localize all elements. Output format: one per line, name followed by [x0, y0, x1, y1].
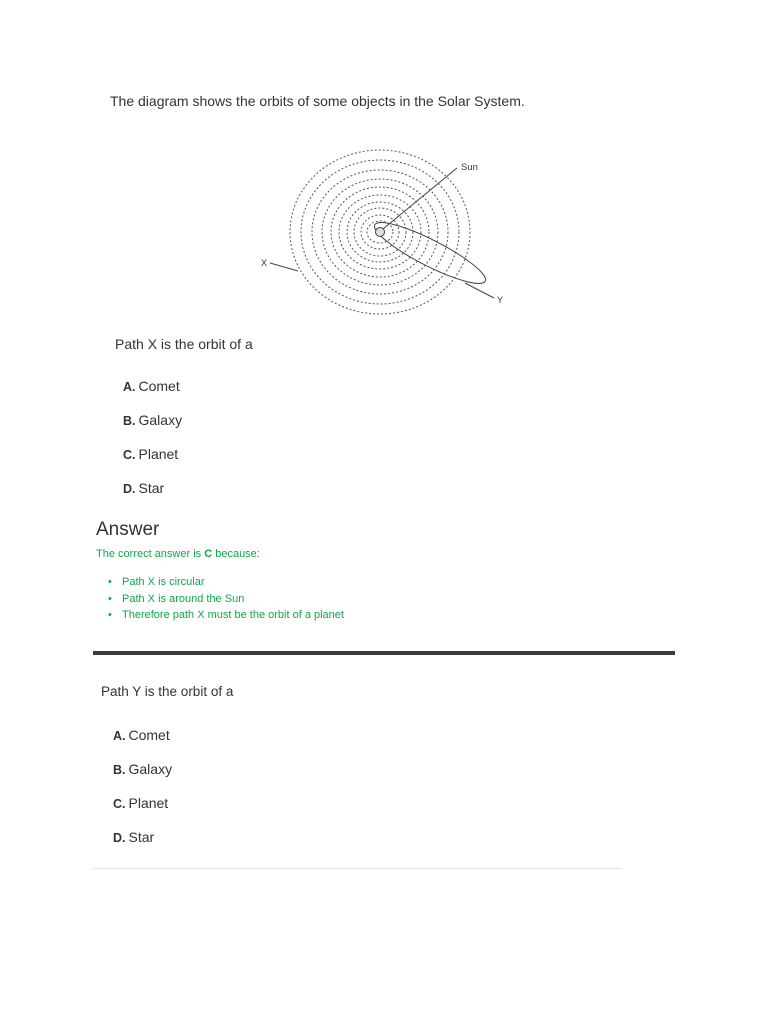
option-text: Galaxy	[128, 761, 173, 777]
option-text: Comet	[138, 378, 180, 394]
q2-option-b[interactable]	[113, 761, 172, 777]
option-letter: D.	[113, 831, 126, 845]
q2-option-d[interactable]	[113, 829, 154, 845]
answer-heading: Answer	[96, 519, 160, 540]
bottom-divider	[93, 868, 622, 869]
section-divider	[93, 651, 675, 655]
answer-intro-before: The correct answer is	[96, 548, 205, 560]
option-text: Comet	[128, 727, 170, 743]
option-text: Planet	[138, 446, 179, 462]
answer-intro-after: because:	[212, 548, 260, 560]
q1-option-d[interactable]	[123, 480, 164, 496]
option-text: Galaxy	[138, 412, 183, 428]
option-letter: C.	[113, 797, 126, 811]
question2-prompt: Path Y is the orbit of a	[101, 684, 234, 699]
option-text: Planet	[128, 795, 169, 811]
option-letter: B.	[113, 763, 126, 777]
option-letter: D.	[123, 482, 136, 496]
answer-letter: C	[204, 548, 213, 560]
list-item: • Path X is around the Sun	[108, 591, 344, 608]
q2-option-a[interactable]	[113, 727, 170, 743]
y-label-line	[465, 283, 494, 298]
option-text: Star	[138, 480, 165, 496]
q2-option-c[interactable]	[113, 795, 168, 811]
answer-intro	[96, 548, 260, 560]
q1-option-a[interactable]	[123, 378, 180, 394]
q1-option-b[interactable]	[123, 412, 182, 428]
option-letter: A.	[113, 729, 126, 743]
option-letter: B.	[123, 414, 136, 428]
option-letter: A.	[123, 380, 136, 394]
x-label-line	[270, 263, 298, 271]
list-item: • Path X is circular	[108, 574, 344, 591]
option-letter: C.	[123, 448, 136, 462]
x-label: X	[261, 258, 268, 268]
sun-label: Sun	[461, 162, 478, 173]
intro-text: The diagram shows the orbits of some objects in the Solar System.	[110, 93, 525, 109]
answer-reasons-list	[108, 574, 344, 624]
orbit-diagram	[250, 140, 520, 320]
y-label: Y	[497, 295, 504, 305]
question1-prompt: Path X is the orbit of a	[115, 336, 253, 352]
sun-label-line	[383, 168, 457, 229]
q1-option-c[interactable]	[123, 446, 178, 462]
list-item: • Therefore path X must be the orbit of a planet	[108, 607, 344, 624]
option-text: Star	[128, 829, 155, 845]
